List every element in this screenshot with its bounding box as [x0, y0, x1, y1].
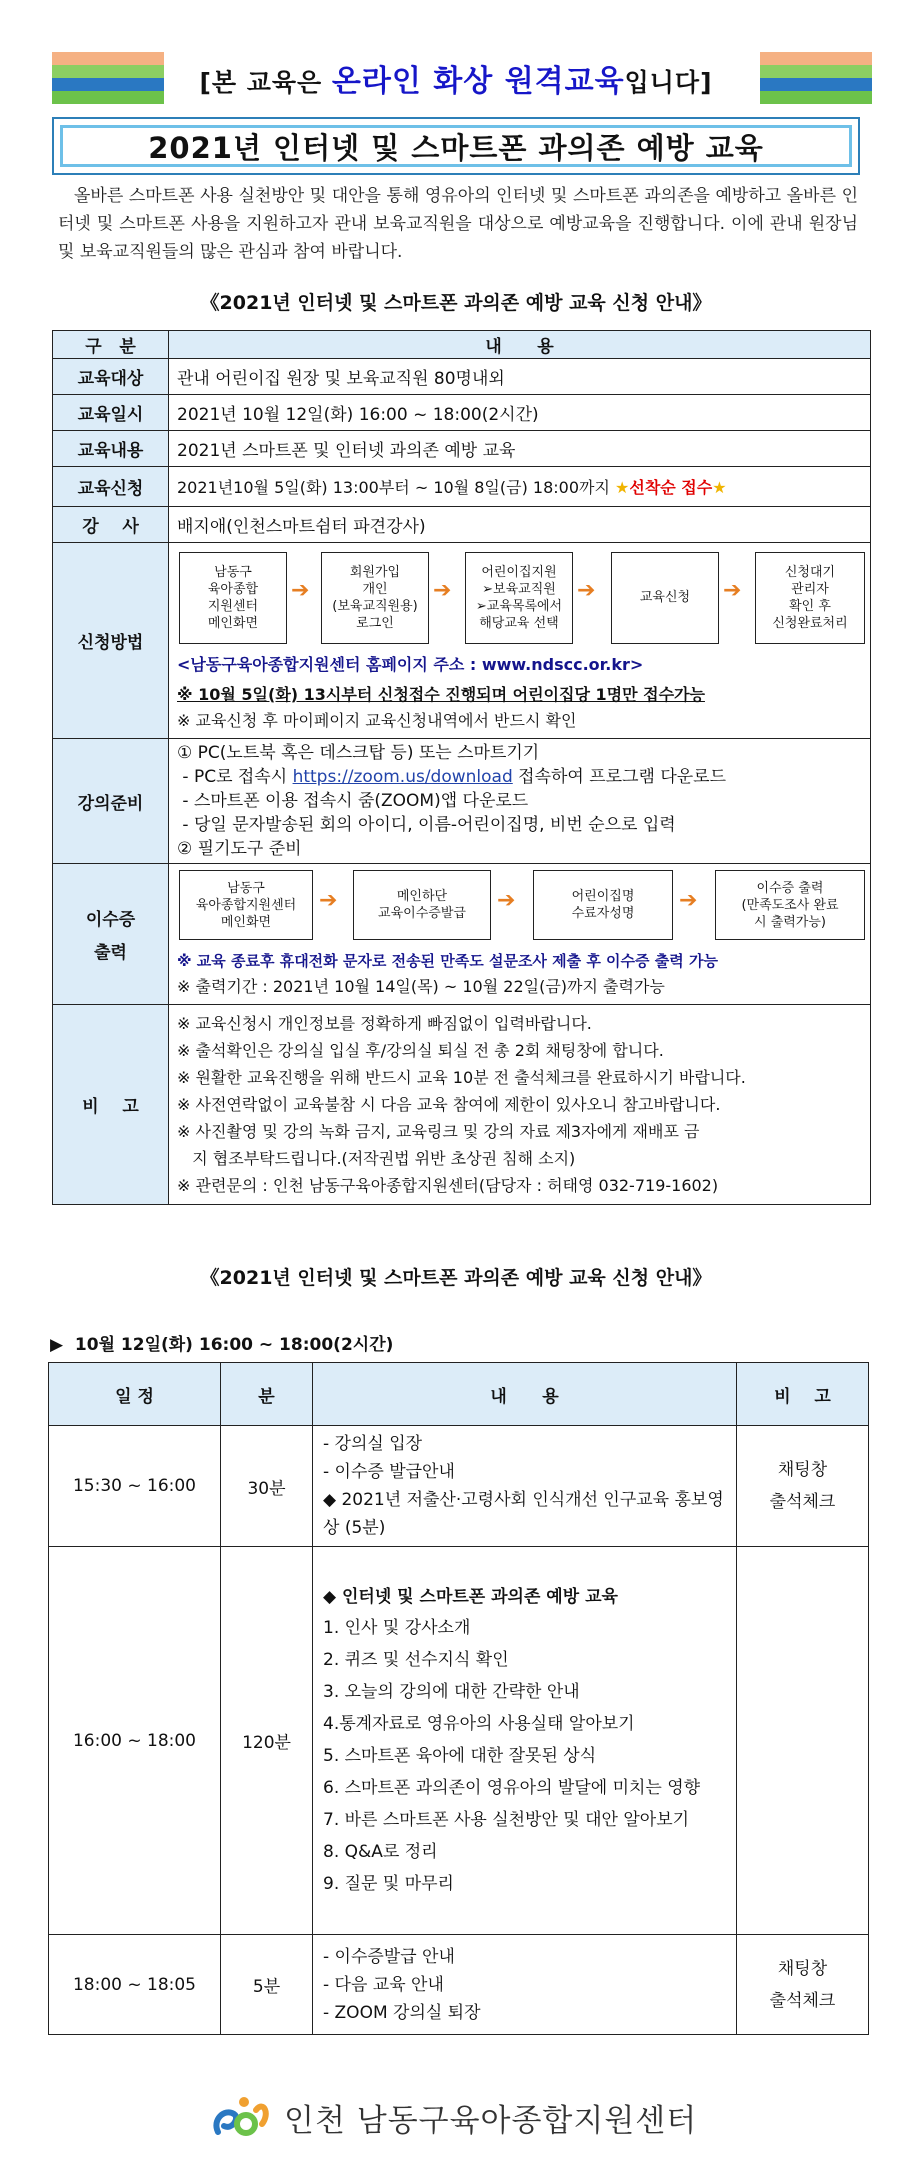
flow-step-line: 확인 후 — [789, 598, 831, 614]
remarks-label: 비 고 — [53, 1005, 169, 1205]
schedule-heading: ▶ 10월 12일(화) 16:00 ~ 18:00(2시간) — [50, 1335, 394, 1355]
section2-title: 《2021년 인터넷 및 스마트폰 과의존 예방 교육 신청 안내》 — [200, 1267, 712, 1289]
page-title-box — [52, 117, 860, 175]
flow-step-line: 로그인 — [356, 615, 394, 631]
flow-step-line: 교육신청 — [639, 590, 691, 605]
table1-header-category: 구 분 — [53, 331, 169, 359]
instructor-value: 배지애(인천스마트쉼터 파견강사) — [169, 507, 871, 543]
cert-step-line: 메인하단 — [396, 889, 448, 904]
arrow-right-icon: ➔ — [497, 888, 516, 913]
footer-org-name: 인천 남동구육아종합지원센터 — [284, 2102, 698, 2139]
cert-note-2: ※ 출력기간 : 2021년 10월 14일(목) ~ 10월 22일(금)까지 출력가능 — [177, 977, 665, 996]
schedule-minutes: 5분 — [221, 1935, 313, 2035]
schedule-header-minutes: 분 — [221, 1363, 313, 1426]
prep-line-5: ② 필기도구 준비 — [177, 839, 302, 859]
schedule-content: - 이수증발급 안내 - 다음 교육 안내 - ZOOM 강의실 퇴장 — [313, 1935, 737, 2035]
cert-step-line: 남동구 — [227, 880, 265, 896]
schedule-note: 채팅창 출석체크 — [737, 1935, 869, 2035]
application-info-table — [52, 330, 871, 1205]
table-row — [49, 1426, 869, 1547]
flow-step-line: 남동구 — [214, 564, 252, 580]
schedule-time: 18:00 ~ 18:05 — [49, 1935, 221, 2035]
cert-step-line: 어린이집명 — [571, 889, 635, 904]
flow-step-line: (보육교직원용) — [332, 598, 418, 614]
cert-step-line: 수료자성명 — [571, 906, 635, 921]
method-cell — [169, 543, 871, 739]
prep-cell — [169, 739, 871, 864]
remarks-cell — [169, 1005, 871, 1205]
cert-step-1 — [179, 870, 313, 940]
schedule-content: - 강의실 입장 - 이수증 발급안내 ◆ 2021년 저출산·고령사회 인식개선 인구교육 홍보영상 (5분) — [313, 1426, 737, 1547]
flow-step-line: ➢보육교직원 — [482, 581, 556, 597]
remark-line: ※ 사진촬영 및 강의 녹화 금지, 교육링크 및 강의 자료 제3자에게 재배포 금 — [177, 1122, 700, 1141]
application-flow — [177, 548, 862, 648]
flow-step-2 — [321, 552, 429, 644]
arrow-right-icon: ➔ — [291, 577, 310, 603]
prep-line-4: - 당일 문자발송된 회의 아이디, 이름-어린이집명, 비번 순으로 입력 — [177, 815, 676, 835]
remark-line: ※ 교육신청시 개인정보를 정확하게 빠짐없이 입력바랍니다. — [177, 1014, 592, 1033]
schedule-table — [48, 1362, 869, 2035]
remark-line: ※ 사전연락없이 교육불참 시 다음 교육 참여에 제한이 있사오니 참고바랍니다. — [177, 1095, 721, 1114]
remark-line: 지 협조부탁드립니다.(저작권법 위반 초상권 침해 소지) — [177, 1149, 576, 1168]
arrow-right-icon: ➔ — [723, 577, 742, 603]
cert-step-2 — [353, 870, 491, 940]
apply-label: 교육신청 — [53, 467, 169, 507]
flow-step-5 — [755, 552, 865, 644]
banner-highlight: 온라인 화상 원격교육 — [331, 64, 625, 99]
flow-step-line: 개인 — [362, 581, 388, 597]
schedule-note-empty — [737, 1547, 869, 1935]
flow-step-line: ➢교육목록에서 — [475, 598, 563, 614]
table-row — [49, 1935, 869, 2035]
homepage-address: <남동구육아종합지원센터 홈페이지 주소 : www.ndscc.or.kr> — [177, 654, 644, 674]
arrow-right-icon: ➔ — [679, 888, 698, 913]
cert-step-line: 육아종합지원센터 — [195, 897, 297, 913]
section1-title: 《2021년 인터넷 및 스마트폰 과의존 예방 교육 신청 안내》 — [200, 292, 712, 314]
method-note-2: ※ 교육신청 후 마이페이지 교육신청내역에서 반드시 확인 — [177, 710, 577, 730]
schedule-minutes: 30분 — [221, 1426, 313, 1547]
star-icon: ★ — [712, 478, 727, 497]
banner-text: [본 교육은 온라인 화상 원격교육입니다] — [199, 64, 713, 99]
star-icon: ★ — [615, 478, 630, 497]
cert-cell — [169, 864, 871, 1005]
date-value: 2021년 10월 12일(화) 16:00 ~ 18:00(2시간) — [169, 395, 871, 431]
prep-line-3: - 스마트폰 이용 접속시 줌(ZOOM)앱 다운로드 — [177, 791, 529, 811]
arrow-right-icon: ➔ — [319, 888, 338, 913]
banner-stripe-right — [760, 52, 872, 104]
prep-line-2: - PC로 접속시 https://zoom.us/download 접속하여 프로그램 다운로드 — [177, 767, 727, 787]
intro-paragraph: 올바른 스마트폰 사용 실천방안 및 대안을 통해 영유아의 인터넷 및 스마트폰 과의존을 예방하고 올바른 인터넷 및 스마트폰 사용을 지원하고자 관내 보육교직원을 대상으로 예방교육을 진행합니다. 이에 관내 원장님 및 보육교직원들의 많은 관심과 참여 바랍니다. — [58, 186, 858, 262]
arrow-right-icon: ➔ — [433, 577, 452, 603]
schedule-content: ◆ 인터넷 및 스마트폰 과의존 예방 교육 1. 인사 및 강사소개 2. 퀴즈 및 선수지식 확인 3. 오늘의 강의에 대한 간략한 안내 4.통계자료로 영유아의 사용실태 알아보기 5. 스마트폰 육아에 대한 잘못된 상식 6. 스마트폰 과의존이 영유아의 발달에 미치는 영향 7. 바른 스마트폰 사용 실천방안 및 대안 알아보기 8. Q&A로 정리 9. 질문 및 마무리 — [313, 1547, 737, 1935]
center-logo-icon — [210, 2090, 272, 2144]
flow-step-line: 메인화면 — [207, 615, 259, 631]
target-label: 교육대상 — [53, 359, 169, 395]
flow-step-1 — [179, 552, 287, 644]
table1-header-content: 내 용 — [169, 331, 871, 359]
cert-label: 이수증 출력 — [53, 864, 169, 1005]
flow-step-line: 해당교육 선택 — [479, 615, 559, 631]
cert-step-line: 시 출력가능) — [754, 914, 826, 930]
prep-line-1: ① PC(노트북 혹은 데스크탑 등) 또는 스마트기기 — [177, 743, 540, 763]
schedule-header-time: 일 정 — [49, 1363, 221, 1426]
schedule-minutes: 120분 — [221, 1547, 313, 1935]
cert-step-3 — [533, 870, 673, 940]
flow-step-line: 관리자 — [791, 581, 829, 597]
table-row — [49, 1547, 869, 1935]
footer-logo — [210, 2090, 697, 2144]
method-label: 신청방법 — [53, 543, 169, 739]
instructor-label: 강 사 — [53, 507, 169, 543]
cert-flow — [177, 868, 862, 944]
remark-line: ※ 출석확인은 강의실 입실 후/강의실 퇴실 전 총 2회 채팅창에 합니다. — [177, 1041, 664, 1060]
flow-step-line: 육아종합 — [207, 581, 259, 597]
target-value: 관내 어린이집 원장 및 보육교직원 80명내외 — [169, 359, 871, 395]
flow-step-line: 신청대기 — [784, 564, 836, 580]
content-value: 2021년 스마트폰 및 인터넷 과의존 예방 교육 — [169, 431, 871, 467]
schedule-time: 15:30 ~ 16:00 — [49, 1426, 221, 1547]
flow-step-line: 어린이집지원 — [481, 564, 557, 580]
flow-step-line: 지원센터 — [207, 598, 259, 614]
cert-step-line: (만족도조사 완료 — [741, 897, 839, 913]
flow-step-3 — [465, 552, 573, 644]
banner-stripe-left — [52, 52, 164, 104]
content-label: 교육내용 — [53, 431, 169, 467]
arrow-right-icon: ➔ — [577, 577, 596, 603]
flow-step-line: 회원가입 — [349, 564, 401, 580]
page-title: 2021년 인터넷 및 스마트폰 과의존 예방 교육 — [60, 125, 852, 167]
zoom-download-link[interactable]: https://zoom.us/download — [292, 767, 513, 787]
first-come-badge: 선착순 접수 — [629, 478, 713, 497]
schedule-header-note: 비 고 — [737, 1363, 869, 1426]
cert-step-4 — [715, 870, 865, 940]
schedule-note: 채팅창 출석체크 — [737, 1426, 869, 1547]
cert-step-line: 메인화면 — [220, 914, 272, 930]
apply-value: 2021년10월 5일(화) 13:00부터 ~ 10월 8일(금) 18:00까지 ★선착순 접수★ — [169, 467, 871, 507]
remark-line: ※ 관련문의 : 인천 남동구육아종합지원센터(담당자 : 허태영 032-719-1602) — [177, 1176, 719, 1195]
method-note-1: ※ 10월 5일(화) 13시부터 신청접수 진행되며 어린이집당 1명만 접수가능 — [177, 684, 705, 704]
flow-step-line: 신청완료처리 — [772, 615, 848, 631]
schedule-header-content: 내 용 — [313, 1363, 737, 1426]
schedule-time: 16:00 ~ 18:00 — [49, 1547, 221, 1935]
remark-line: ※ 원활한 교육진행을 위해 반드시 교육 10분 전 출석체크를 완료하시기 바랍니다. — [177, 1068, 746, 1087]
prep-label: 강의준비 — [53, 739, 169, 864]
date-label: 교육일시 — [53, 395, 169, 431]
cert-note-1: ※ 교육 종료후 휴대전화 문자로 전송된 만족도 설문조사 제출 후 이수증 출력 가능 — [177, 952, 718, 970]
cert-step-line: 이수증 출력 — [756, 880, 824, 896]
cert-step-line: 교육이수증발급 — [378, 906, 466, 921]
flow-step-4 — [611, 552, 719, 644]
